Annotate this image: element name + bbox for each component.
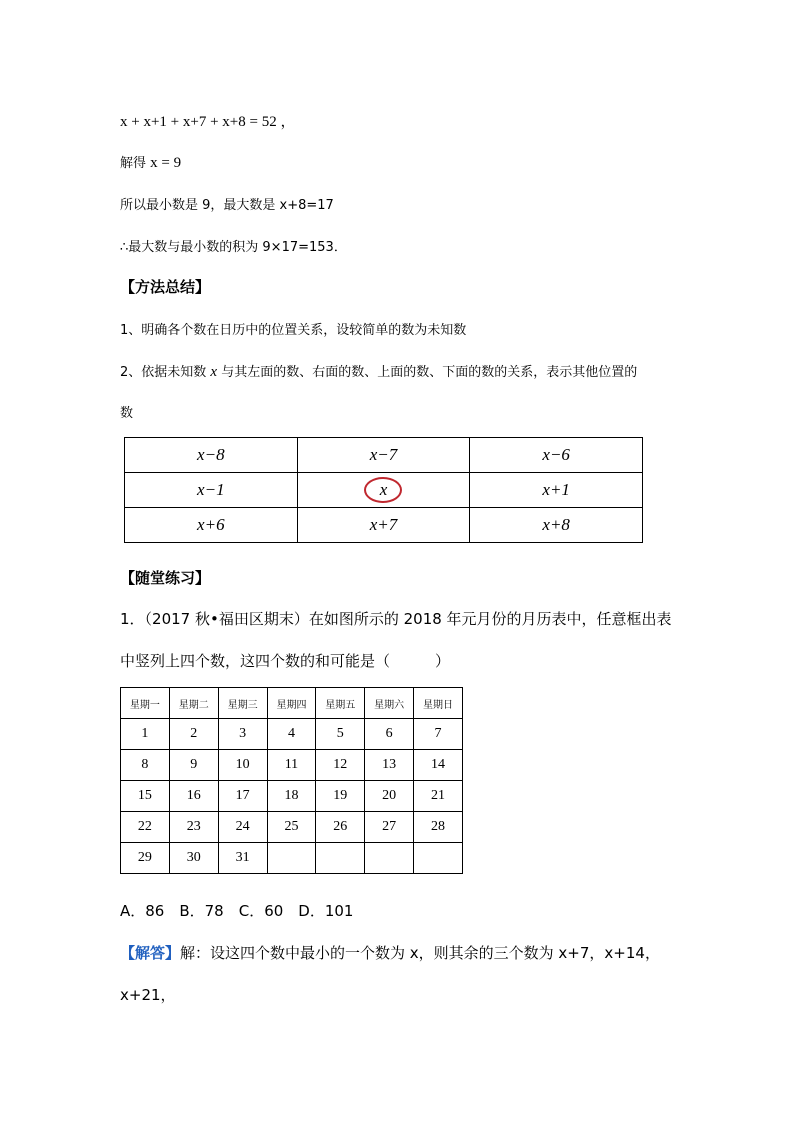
method-point-2: [120, 361, 637, 381]
calendar-row: [121, 781, 463, 812]
calendar-day: 7: [414, 719, 463, 750]
weekday-header: 星期二: [169, 688, 218, 719]
table-cell: x+8: [470, 508, 643, 543]
calendar-day: 11: [267, 750, 316, 781]
calendar-header-row: [121, 688, 463, 719]
solve-line: [120, 152, 181, 172]
calendar-day: 21: [414, 781, 463, 812]
table-row: [125, 438, 643, 473]
calendar-row: [121, 750, 463, 781]
calendar-day: 15: [121, 781, 170, 812]
calendar-day: 10: [218, 750, 267, 781]
answer-line-1: [120, 942, 660, 963]
calendar-day: [365, 843, 414, 874]
solve-prefix: 解得: [120, 156, 147, 171]
table-row: [125, 508, 643, 543]
method-point-2-cont: 数: [120, 406, 134, 421]
calendar-body: [121, 719, 463, 874]
answer-line-2: x+21，: [120, 986, 176, 1004]
table-cell: x−7: [297, 438, 470, 473]
calendar-day: 6: [365, 719, 414, 750]
table-cell: x+6: [125, 508, 298, 543]
question-line-2: 中竖列上四个数，这四个数的和可能是（ ）: [120, 652, 451, 670]
point2-var: x: [210, 364, 218, 380]
calendar-day: 16: [169, 781, 218, 812]
calendar-day: 20: [365, 781, 414, 812]
calendar-day: 22: [121, 812, 170, 843]
calendar-row: [121, 719, 463, 750]
calendar-day: 17: [218, 781, 267, 812]
solve-expr: x = 9: [150, 155, 182, 171]
calendar-day: 31: [218, 843, 267, 874]
calendar-row: [121, 812, 463, 843]
calendar-row: [121, 843, 463, 874]
weekday-header: 星期一: [121, 688, 170, 719]
answer-options: A．86 B．78 C．60 D．101: [120, 902, 354, 920]
table-cell: x−6: [470, 438, 643, 473]
calendar-day: 13: [365, 750, 414, 781]
weekday-header: 星期三: [218, 688, 267, 719]
table-cell: x−8: [125, 438, 298, 473]
circled-variable: x: [364, 477, 402, 503]
calendar-day: [414, 843, 463, 874]
weekday-header: 星期日: [414, 688, 463, 719]
calendar-day: 25: [267, 812, 316, 843]
minmax-line: 所以最小数是 9，最大数是 x+8=17: [120, 198, 334, 213]
calendar-day: 4: [267, 719, 316, 750]
table-cell: x+7: [297, 508, 470, 543]
calendar-day: 18: [267, 781, 316, 812]
answer-label: 【解答】: [120, 944, 181, 962]
point2-text-b: 与其左面的数、右面的数、上面的数、下面的数的关系，表示其他位置的: [221, 365, 638, 380]
equation-line: x + x+1 + x+7 + x+8 = 52 ，: [120, 114, 296, 130]
method-heading: 【方法总结】: [120, 278, 211, 296]
calendar-day: [267, 843, 316, 874]
calendar-day: 8: [121, 750, 170, 781]
calendar-day: 27: [365, 812, 414, 843]
calendar-day: 5: [316, 719, 365, 750]
question-line-1: 1．（2017 秋•福田区期末）在如图所示的 2018 年元月份的月历表中，任意框出表: [120, 610, 672, 628]
calendar-day: 12: [316, 750, 365, 781]
weekday-header: 星期四: [267, 688, 316, 719]
weekday-header: 星期五: [316, 688, 365, 719]
table-row: [125, 473, 643, 508]
product-line: ∴最大数与最小数的积为 9×17=153．: [120, 240, 347, 255]
weekday-header: 星期六: [365, 688, 414, 719]
table-cell-center: [297, 473, 470, 508]
calendar-day: 9: [169, 750, 218, 781]
table-cell: x+1: [470, 473, 643, 508]
calendar-day: 2: [169, 719, 218, 750]
table-cell: x−1: [125, 473, 298, 508]
practice-heading: 【随堂练习】: [120, 569, 211, 587]
calendar-day: 1: [121, 719, 170, 750]
calendar-day: 29: [121, 843, 170, 874]
calendar-day: 19: [316, 781, 365, 812]
calendar-day: 3: [218, 719, 267, 750]
answer-text: 解：设这四个数中最小的一个数为 x，则其余的三个数为 x+7，x+14，: [180, 944, 660, 962]
calendar-day: 14: [414, 750, 463, 781]
calendar-day: 28: [414, 812, 463, 843]
point2-text-a: 2、依据未知数: [120, 365, 207, 380]
calendar-day: 23: [169, 812, 218, 843]
calendar-day: 24: [218, 812, 267, 843]
calendar-table: [120, 687, 463, 874]
method-point-1: 1、明确各个数在日历中的位置关系，设较简单的数为未知数: [120, 323, 467, 338]
calendar-day: 30: [169, 843, 218, 874]
position-table: [124, 437, 643, 543]
calendar-day: 26: [316, 812, 365, 843]
calendar-day: [316, 843, 365, 874]
